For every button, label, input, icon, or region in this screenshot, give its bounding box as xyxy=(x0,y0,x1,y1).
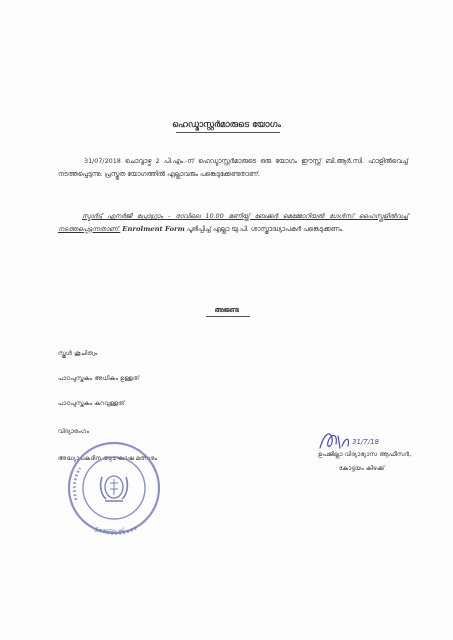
title-underline xyxy=(176,132,280,133)
svg-text:31/7/18: 31/7/18 xyxy=(352,438,379,446)
signatory-place: കോട്ടയം കിഴക്ക് xyxy=(339,465,385,472)
agenda-item: പാഠപുസ്തകം കുറവുള്ളത് xyxy=(58,400,125,407)
svg-text:കോട്ടയം കി: കോട്ടയം കി xyxy=(94,528,125,534)
agenda-underline xyxy=(206,316,250,317)
program-notice-rest: പൂരിപ്പിച്ച് എല്ലാ യു.പി. ശാസ്ത്രാദ്ധ്യാപകർ പങ്കെടുക്കണം. xyxy=(186,224,344,233)
agenda-item: വിദ്യാരംഗം xyxy=(58,428,90,435)
signatory-office: ഉപജില്ലാ വിദ്യാഭ്യാസ ആഫീസർ, xyxy=(318,451,412,458)
paragraph-meeting-notice: 31/07/2018 ചൊവ്വാഴ്ച 2 പി.എം.-ന് ഹെഡ്മാസ്റ്റർമാരുടെ ഒരു യോഗം ഈസ്റ്റ് ബി.ആർ.സി. ഹാളിൽവെച്ച് നടത്തപ്പെടുന്നു. പ്രസ്തുത യോഗത്തിൽ എല്ലാവരും പങ്കെടുക്കേണ്ടതാണ്. xyxy=(58,157,408,178)
agenda-item: സ്കൂൾ ശുചിത്വം xyxy=(58,350,98,357)
document-title: ഹെഡ്മാസ്റ്റർമാരുടെ യോഗം xyxy=(172,120,281,130)
program-notice-underlined: സ്മാർട്ട് എനർജി പ്രോഗ്രാം - രാവിലെ 10.00 മണിയ്ക്ക് ബേക്കർ മെമ്മോറിയൽ ഗേൾസ് ഹൈസ്കൂളിൽവച്ച് നടത്തപ്പെടുന്നതാണ്. xyxy=(58,212,408,233)
paragraph-program-notice xyxy=(58,210,408,235)
enrolment-form-text: Enrolment Form xyxy=(122,224,185,233)
state-emblem-icon xyxy=(96,467,132,507)
agenda-item: അദ്ധ്യാപകദിന ആഘോഷ മത്സരം xyxy=(58,455,158,462)
agenda-item: പാഠപുസ്തകം അധികം ഉള്ളത് xyxy=(58,375,140,382)
agenda-heading: അജണ്ട xyxy=(214,306,239,314)
